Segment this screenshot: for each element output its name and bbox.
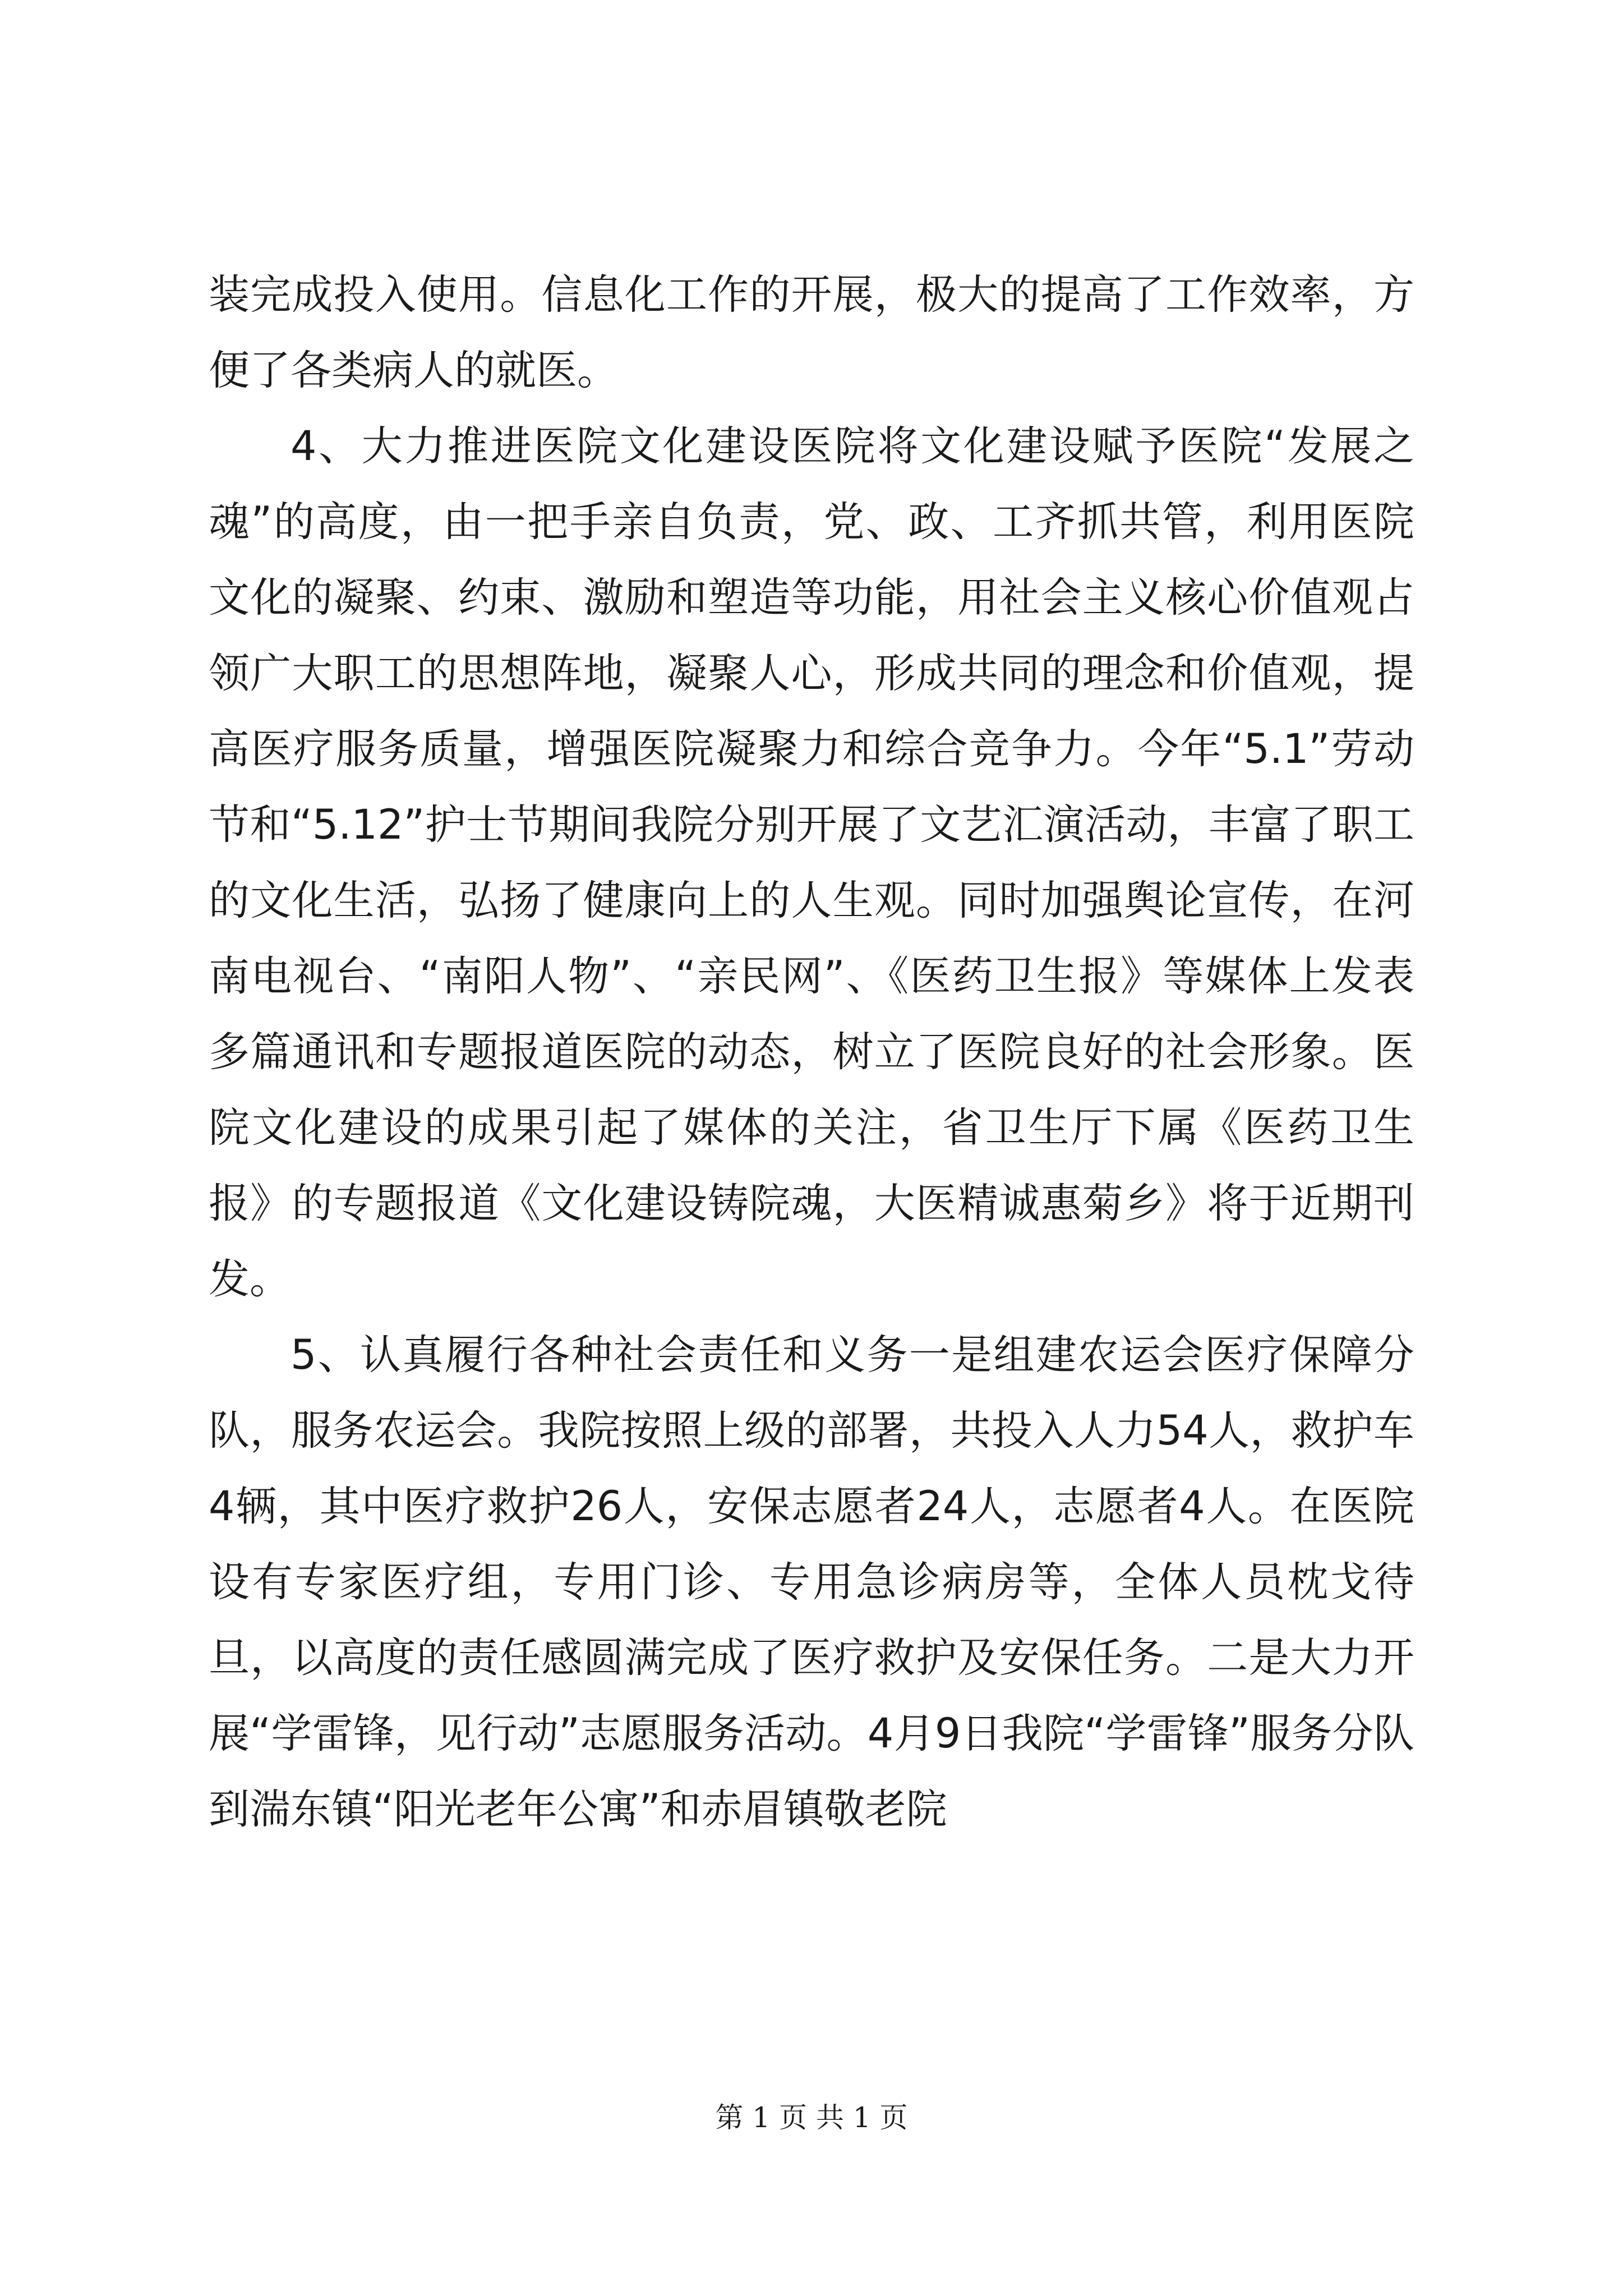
paragraph-2: 4、大力推进医院文化建设医院将文化建设赋予医院“发展之魂”的高度，由一把手亲自负责，党、政、工齐抓共管，利用医院文化的凝聚、约束、激励和塑造等功能，用社会主义核心价值观占领广大职工的思想阵地，凝聚人心，形成共同的理念和价值观，提高医疗服务质量，增强医院凝聚力和综合竞争力。今年“5.1”劳动节和“5.12”护士节期间我院分别开展了文艺汇演活动，丰富了职工的文化生活，弘扬了健康向上的人生观。同时加强舆论宣传，在河南电视台、“南阳人物”、“亲民网”、《医药卫生报》等媒体上发表多篇通讯和专题报道医院的动态，树立了医院良好的社会形象。医院文化建设的成果引起了媒体的关注，省卫生厅下属《医药卫生报》的专题报道《文化建设铸院魂，大医精诚惠菊乡》将于近期刊发。 [209,422,1414,1303]
page-footer: 第 1 页 共 1 页 [715,2101,908,2134]
document-body [209,257,1414,1847]
paragraph-3: 5、认真履行各种社会责任和义务一是组建农运会医疗保障分队，服务农运会。我院按照上级的部署，共投入人力54人，救护车4辆，其中医疗救护26人，安保志愿者24人，志愿者4人。在医院设有专家医疗组，专用门诊、专用急诊病房等，全体人员枕戈待旦，以高度的责任感圆满完成了医疗救护及安保任务。二是大力开展“学雷锋，见行动”志愿服务活动。4月9日我院“学雷锋”服务分队到湍东镇“阳光老年公寓”和赤眉镇敬老院 [209,1331,1414,1833]
paragraph-1: 装完成投入使用。信息化工作的开展，极大的提高了工作效率，方便了各类病人的就医。 [209,271,1414,394]
